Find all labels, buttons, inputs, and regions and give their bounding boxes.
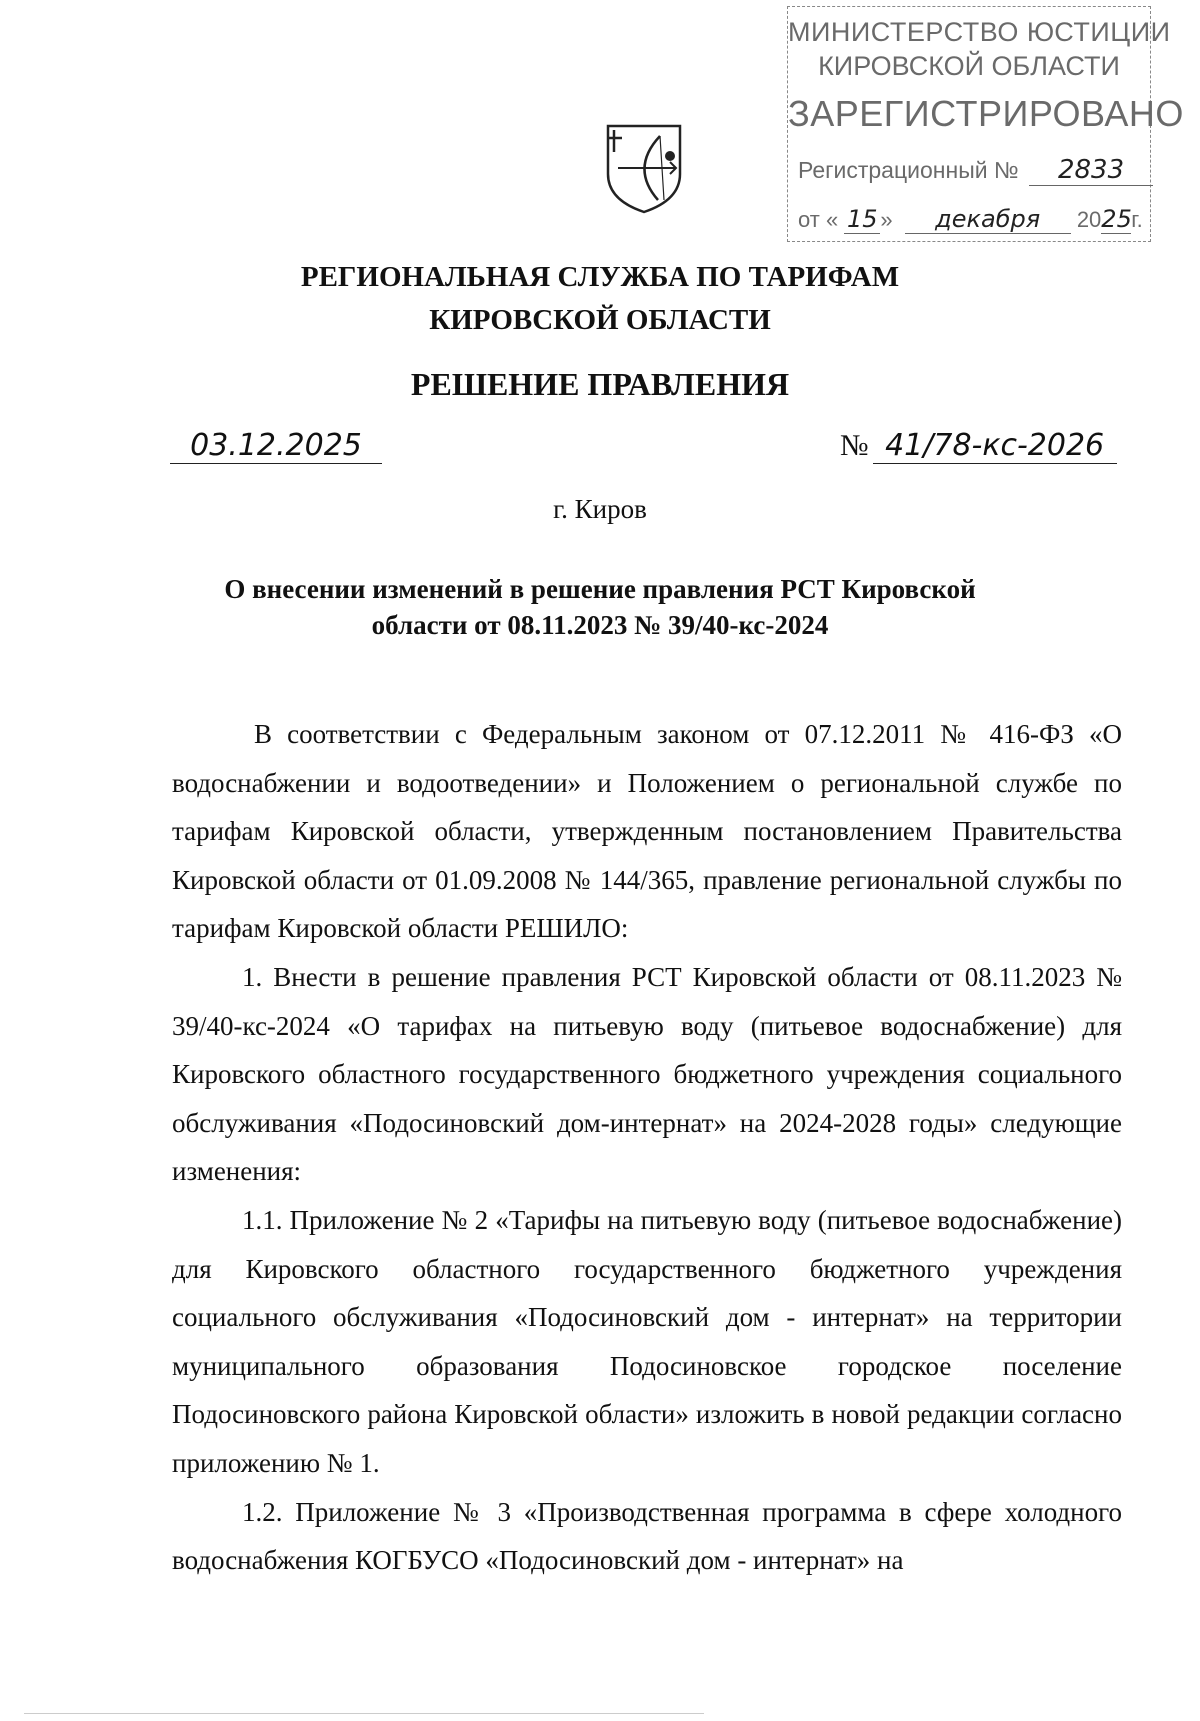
document-number-label: № [840, 429, 869, 462]
stamp-date-day: 15 [844, 205, 880, 234]
document-date: 03.12.2025 [170, 428, 382, 464]
organization-name-line2: КИРОВСКОЙ ОБЛАСТИ [429, 304, 771, 336]
coat-of-arms-icon [604, 122, 684, 214]
stamp-date-row [798, 205, 1143, 234]
item-1-1-paragraph: 1.1. Приложение № 2 «Тарифы на питьевую воду (питьевое водоснабжение) для Кировского областного государственного бюджетного учреждения социального обслуживания «Подосиновский дом - интернат» на территории муниципального образования Подосиновское городское поселение Подосиновского района Кировской области» изложить в новой редакции согласно приложению № 1. [172, 1204, 1122, 1478]
subject-line2: области от 08.11.2023 № 39/40-кс-2024 [371, 610, 829, 640]
city: г. Киров [553, 494, 647, 524]
preamble-paragraph: В соответствии с Федеральным законом от 07.12.2011 № 416-ФЗ «О водоснабжении и водоотведении» и Положением о региональной службе по тарифам Кировской области, утвержденным постановлением Правительства Кировской области от 01.09.2008 № 144/365, правление региональной службы по тарифам Кировской области РЕШИЛО: [172, 719, 1122, 944]
stamp-reg-number: 2833 [1029, 155, 1153, 186]
document-number: 41/78-кс-2026 [873, 428, 1117, 464]
stamp-region-line: КИРОВСКОЙ ОБЛАСТИ [818, 51, 1120, 81]
stamp-registered-line: ЗАРЕГИСТРИРОВАНО [788, 93, 1184, 134]
registration-stamp [787, 6, 1184, 242]
document-body [172, 710, 1122, 1585]
item-1-paragraph: 1. Внести в решение правления РСТ Кировской области от 08.11.2023 № 39/40-кс-2024 «О тарифах на питьевую воду (питьевое водоснабжение) для Кировского областного государственного бюджетного учреждения социального обслуживания «Подосиновский дом-интернат» на 2024-2028 годы» следующие изменения: [172, 961, 1122, 1187]
bottom-divider [24, 1713, 704, 1714]
organization-name [0, 256, 1200, 342]
stamp-registration-row [798, 155, 1153, 186]
document-number-row [840, 428, 1117, 464]
stamp-date-month: декабря [905, 205, 1071, 234]
stamp-date-suffix: г. [1131, 207, 1143, 232]
stamp-ministry-line: МИНИСТЕРСТВО ЮСТИЦИИ [788, 17, 1171, 47]
organization-name-line1: РЕГИОНАЛЬНАЯ СЛУЖБА ПО ТАРИФАМ [300, 261, 900, 293]
stamp-date-day-close: » [880, 207, 893, 232]
item-1-2-paragraph: 1.2. Приложение № 3 «Производственная программа в сфере холодного водоснабжения КОГБУСО «Подосиновский дом - интернат» на [172, 1496, 1122, 1576]
document-type: РЕШЕНИЕ ПРАВЛЕНИЯ [410, 366, 790, 402]
stamp-reg-label: Регистрационный № [798, 157, 1019, 183]
subject-line1: О внесении изменений в решение правления РСТ Кировской [224, 574, 976, 604]
stamp-date-year-prefix: 20 [1076, 207, 1102, 232]
document-subject [0, 571, 1200, 643]
stamp-date-year: 25 [1101, 205, 1132, 233]
stamp-date-prefix: от « [798, 207, 839, 232]
